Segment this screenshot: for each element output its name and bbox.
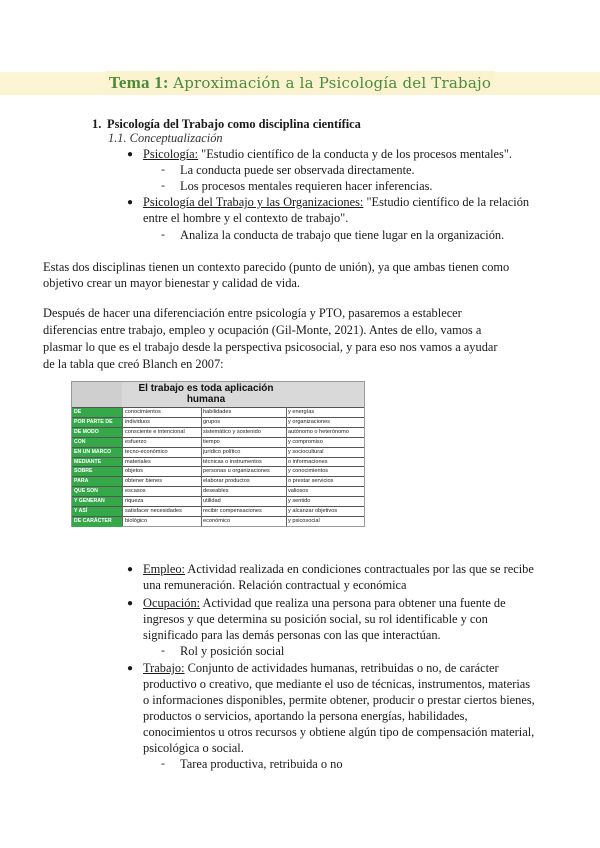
subsection-title: 1.1. Conceptualización: [108, 131, 223, 145]
term-trabajo: Trabajo:: [143, 661, 185, 675]
document-title: [0, 71, 600, 95]
dash-icon: -: [161, 756, 165, 770]
table-header-blank: [72, 382, 122, 407]
table-cell: objetos: [125, 468, 144, 475]
term-psicologia: Psicología:: [143, 147, 199, 161]
row-label: DE: [72, 408, 122, 418]
term-empleo: Empleo:: [143, 562, 185, 576]
def-ocupacion-cont: significado para las demás personas con las que interactúan.: [143, 628, 441, 642]
dash-item: Analiza la conducta de trabajo que tiene lugar en la organización.: [180, 228, 505, 242]
paragraph-line: Después de hacer una diferenciación entre psicología y PTO, pasaremos a establecer: [43, 306, 462, 320]
row-label: SOBRE: [72, 467, 122, 477]
dash-item: Tarea productiva, retribuida o no: [180, 757, 343, 771]
table-divider: [201, 407, 202, 526]
table-header: [72, 382, 364, 407]
table-cell: técnicas o instrumentos: [203, 458, 262, 465]
row-label: Y ASÍ: [72, 507, 122, 517]
table-cell: recibir compensaciones: [203, 508, 262, 514]
title-highlight: [105, 71, 495, 95]
dash-item: Rol y posición social: [180, 644, 285, 658]
paragraph-line: diferencias entre trabajo, empleo y ocupación (Gil-Monte, 2021). Antes de ello, vamos a: [43, 323, 482, 337]
row-label: PARA: [72, 477, 122, 487]
table-cell: jurídico político: [203, 448, 241, 455]
table-cell: y alcanzar objetivos: [288, 508, 338, 514]
table-cell: obtener bienes: [125, 478, 163, 485]
term-ocupacion: Ocupación:: [143, 596, 201, 610]
def-trabajo-cont: productos o servicios, aportando la persona energías, habilidades,: [143, 709, 468, 723]
table-cell: personas u organizaciones: [203, 468, 270, 475]
row-label: MEDIANTE: [72, 458, 122, 468]
def-trabajo-cont: psicológica o social.: [143, 741, 244, 755]
bullet-pto: [143, 194, 529, 210]
table-cell: individuos: [125, 418, 150, 425]
blanch-table: [71, 381, 365, 527]
dash-icon: -: [161, 643, 165, 657]
paragraph-line: objetivo crear un mayor bienestar y calidad de vida.: [43, 276, 301, 290]
table-cell: esfuerzo: [125, 438, 147, 445]
table-cell: autónomo o heterónomo: [288, 428, 349, 435]
def-empleo: Actividad realizada en condiciones contractuales por las que se recibe: [184, 562, 534, 576]
paragraph-line: plasmar lo que es el trabajo desde la perspectiva psicosocial, y para eso nos vamos a ayudar: [43, 340, 498, 354]
table-cell: tiempo: [203, 438, 220, 445]
table-cell: materiales: [125, 458, 151, 465]
bullet-empleo: [143, 561, 534, 577]
table-cell: y organizaciones: [288, 418, 330, 425]
row-label: DE MODO: [72, 428, 122, 438]
def-psicologia: "Estudio científico de la conducta y de los procesos mentales".: [198, 147, 513, 161]
bullet-icon: ●: [127, 149, 134, 160]
bullet-icon: ●: [127, 564, 134, 575]
table-cell: utilidad: [203, 498, 221, 505]
table-cell: y sociocultural: [288, 448, 324, 455]
table-cell: valiosos: [288, 488, 309, 495]
paragraph-line: de la tabla que creó Blanch en 2007:: [43, 357, 224, 371]
table-cell: riqueza: [125, 498, 144, 505]
table-cell: conocimientos: [125, 409, 161, 415]
table-divider: [286, 407, 287, 526]
section-number: 1.: [92, 117, 102, 131]
table-cell: consciente e intencional: [125, 428, 185, 435]
table-divider: [122, 407, 123, 526]
row-label: QUE SON: [72, 487, 122, 497]
table-cell: económico: [203, 517, 231, 524]
def-trabajo-cont: o informaciones disponibles, permite obtener, producir o prestar ciertos bienes,: [143, 693, 535, 707]
table-cell: y psicosocial: [288, 517, 320, 524]
paragraph-line: Estas dos disciplinas tienen un contexto parecido (punto de unión), ya que ambas tienen como: [43, 260, 510, 274]
def-ocupacion: Actividad que realiza una persona para obtener una fuente de: [200, 596, 506, 610]
def-trabajo-cont: productivo o creativo, que mediante el uso de técnicas, instrumentos, materias: [143, 677, 531, 691]
def-trabajo: Conjunto de actividades humanas, retribuidas o no, de carácter: [184, 661, 499, 675]
title-prefix: Tema 1:: [108, 73, 169, 92]
table-cell: elaborar productos: [203, 478, 250, 485]
def-empleo-cont: una remuneración. Relación contractual y económica: [143, 578, 407, 592]
dash-icon: -: [161, 178, 165, 192]
bullet-icon: ●: [127, 197, 134, 208]
row-label: CON: [72, 438, 122, 448]
table-cell: habilidades: [203, 409, 232, 415]
def-trabajo-cont: conocimientos u otros recursos y obtiene algún tipo de compensación material,: [143, 725, 535, 739]
term-pto: Psicología del Trabajo y las Organizaciones:: [143, 195, 364, 209]
table-cell: sistemático y sostenido: [203, 428, 261, 435]
row-label: Y GENERAN: [72, 497, 122, 507]
title-text: Aproximación a la Psicología del Trabajo: [173, 74, 492, 92]
def-pto-cont: entre el hombre y el contexto de trabajo".: [143, 211, 349, 225]
table-cell: o prestar servicios: [288, 478, 334, 485]
bullet-psicologia: [143, 146, 512, 162]
row-label: DE CARÁCTER: [72, 517, 122, 527]
bullet-icon: ●: [127, 598, 134, 609]
dash-icon: -: [161, 162, 165, 176]
row-label: POR PARTE DE: [72, 418, 122, 428]
table-cell: biológico: [125, 517, 148, 524]
table-caption: El trabajo es toda aplicación humana: [138, 383, 274, 405]
bullet-trabajo: [143, 660, 499, 676]
dash-icon: -: [161, 227, 165, 241]
row-label: EN UN MARCO: [72, 448, 122, 458]
table-cell: y energías: [288, 409, 315, 415]
table-cell: escasos: [125, 488, 146, 495]
bullet-ocupacion: [143, 595, 506, 611]
section-heading: Psicología del Trabajo como disciplina científica: [107, 117, 361, 131]
table-cell: satisfacer necesidades: [125, 508, 182, 514]
dash-item: La conducta puede ser observada directamente.: [180, 163, 415, 177]
table-cell: deseables: [203, 488, 229, 495]
dash-item: Los procesos mentales requieren hacer inferencias.: [180, 179, 433, 193]
def-ocupacion-cont: ingresos y que determina su posición social, su rol identificable y con: [143, 612, 488, 626]
bullet-icon: ●: [127, 663, 134, 674]
table-cell: tecno-económico: [125, 448, 168, 455]
table-cell: o informaciones: [288, 458, 328, 465]
def-pto: "Estudio científico de la relación: [363, 195, 530, 209]
table-row: [72, 516, 364, 527]
table-cell: y sentido: [288, 498, 311, 505]
table-cell: y conocimientos: [288, 468, 329, 475]
table-cell: grupos: [203, 418, 221, 425]
table-cell: y compromiso: [288, 438, 323, 445]
